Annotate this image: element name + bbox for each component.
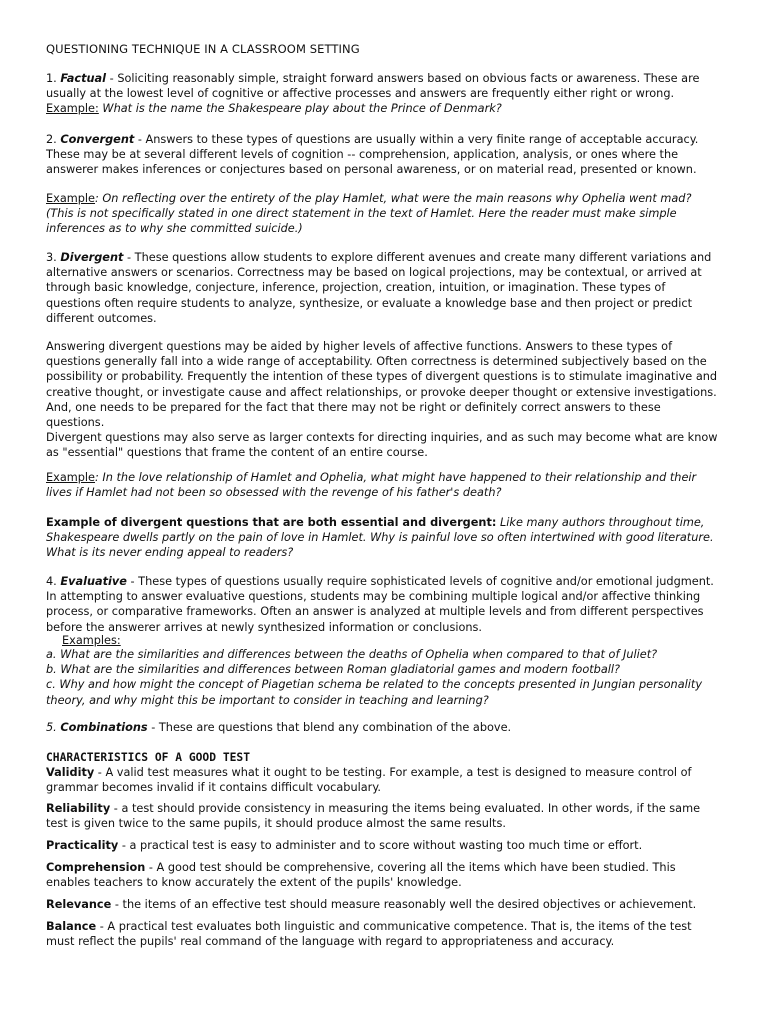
characteristic-balance (46, 919, 722, 949)
characteristic-term: Practicality (46, 839, 119, 852)
section-term: Evaluative (60, 575, 127, 588)
characteristic-term: Relevance (46, 898, 112, 911)
characteristic-term: Reliability (46, 802, 111, 815)
characteristic-term: Validity (46, 766, 95, 779)
evaluative-examples (46, 647, 722, 708)
characteristic-text: - A valid test measures what it ought to be testing. For example, a test is designed to measure control of grammar becomes invalid if it contains difficult vocabulary. (46, 766, 692, 795)
divergent-paragraph (46, 339, 722, 461)
characteristic-comprehension (46, 860, 722, 890)
convergent-example (46, 191, 722, 237)
characteristic-text: - the items of an effective test should measure reasonably well the desired objectives or achievement. (111, 898, 697, 911)
section-text: - Soliciting reasonably simple, straight forward answers based on obvious facts or awareness. These are usually at the lowest level of cognitive or affective processes and answers are frequently either right or wrong. (46, 72, 700, 101)
characteristic-text: - a test should provide consistency in measuring the items being evaluated. In other words, if the same test is given twice to the same pupils, it should produce almost the same results. (46, 802, 701, 831)
section-evaluative (46, 574, 722, 635)
section-divergent (46, 250, 722, 326)
section-number: 5. (46, 721, 61, 734)
characteristic-term: Balance (46, 920, 97, 933)
section-combinations (46, 720, 722, 735)
characteristic-term: Comprehension (46, 861, 146, 874)
section-convergent (46, 132, 722, 178)
divergent-example (46, 470, 722, 500)
characteristic-text: - A good test should be comprehensive, covering all the items which have been studied. This enables teachers to know accurately the extent of the pupils' knowledge. (46, 861, 676, 890)
section-number: 4. (46, 575, 61, 588)
section-number: 2. (46, 133, 61, 146)
section-text: - These types of questions usually require sophisticated levels of cognitive and/or emotional judgment. In attempting to answer evaluative questions, students may be combining multiple logical and/or affective thinking process, or comparative frameworks. Often an answer is analyzed at multiple levels and from different perspectives before the answerer arrives at newly synthesized information or conclusions. (46, 575, 714, 634)
characteristic-text: - A practical test evaluates both linguistic and communicative competence. That is, the items of the test must reflect the pupils' real command of the language with regard to appropriateness and accuracy. (46, 920, 692, 949)
characteristic-relevance (46, 897, 722, 912)
example-item: b. What are the similarities and differences between Roman gladiatorial games and modern football? (46, 663, 621, 677)
paragraph-text: Answering divergent questions may be aided by higher levels of affective functions. Answers to these types of questions generally fall into a wide range of acceptability. Often correctness is determined subjectively based on the possibility or probability. Frequently the intention of these types of divergent questions is to stimulate imaginative and creative thought, or investigate cause and affect relationships, or provoke deeper thought or extensive investigations. And, one needs to be prepared for the fact that there may not be right or definitely correct answers to these questions. (46, 340, 718, 430)
characteristic-practicality (46, 838, 722, 853)
section-term: Factual (60, 72, 107, 85)
section-factual (46, 71, 722, 117)
document-title: QUESTIONING TECHNIQUE IN A CLASSROOM SETTING (46, 42, 360, 56)
example-label: Example (46, 192, 96, 205)
section-number: 3. (46, 251, 61, 264)
characteristic-reliability (46, 801, 722, 831)
section-number: 1. (46, 72, 61, 85)
section-term: Convergent (60, 133, 135, 146)
essential-label: Example of divergent questions that are both essential and divergent: (46, 516, 497, 529)
section-term: Combinations (60, 721, 148, 734)
example-item: a. What are the similarities and differences between the deaths of Ophelia when compared to that of Juliet? (46, 648, 658, 661)
divergent-essential-example (46, 515, 722, 561)
section-text: - These are questions that blend any combination of the above. (147, 721, 512, 734)
example-text: What is the name the Shakespeare play about the Prince of Denmark? (98, 102, 502, 116)
example-text: : In the love relationship of Hamlet and Ophelia, what might have happened to their relationship and their lives if Hamlet had not been so obsessed with the revenge of his father's death? (46, 471, 697, 500)
section-text: - These questions allow students to explore different avenues and create many different variations and alternative answers or scenarios. Correctness may be based on logical projections, may be contextual, or arrived at through basic knowledge, conjecture, inference, projection, creation, intuition, or imagination. These types of questions often require students to analyze, synthesize, or evaluate a knowledge base and then project or predict different outcomes. (46, 251, 712, 325)
examples-label: Examples: (62, 634, 121, 647)
example-label: Example (46, 471, 96, 484)
section-term: Divergent (60, 251, 124, 264)
example-item: c. Why and how might the concept of Piagetian schema be related to the concepts presented in Jungian personality theory, and why might this be important to consider in teaching and learning? (46, 678, 703, 707)
paragraph-text: Divergent questions may also serve as larger contexts for directing inquiries, and as such may become what are know as "essential" questions that frame the content of an entire course. (46, 431, 718, 460)
characteristic-text: - a practical test is easy to administer and to score without wasting too much time or effort. (118, 839, 643, 852)
characteristics-title: CHARACTERISTICS OF A GOOD TEST (46, 751, 251, 764)
characteristic-validity (46, 765, 722, 795)
example-text: : On reflecting over the entirety of the play Hamlet, what were the main reasons why Ophelia went mad? (This is not specifically stated in one direct statement in the text of Hamlet. Here the reader must make simple inferences as to why she committed suicide.) (46, 192, 692, 236)
example-label: Example: (46, 102, 99, 116)
section-text: - Answers to these types of questions are usually within a very finite range of acceptable accuracy. These may be at several different levels of cognition -- comprehension, application, analysis, or ones where the answerer makes inferences or conjectures based on personal awareness, or on material read, presented or known. (46, 133, 699, 177)
essential-text: Like many authors throughout time, Shakespeare dwells partly on the pain of love in Hamlet. Why is painful love so often intertwined with good literature. What is its never ending appeal to readers? (46, 516, 714, 560)
